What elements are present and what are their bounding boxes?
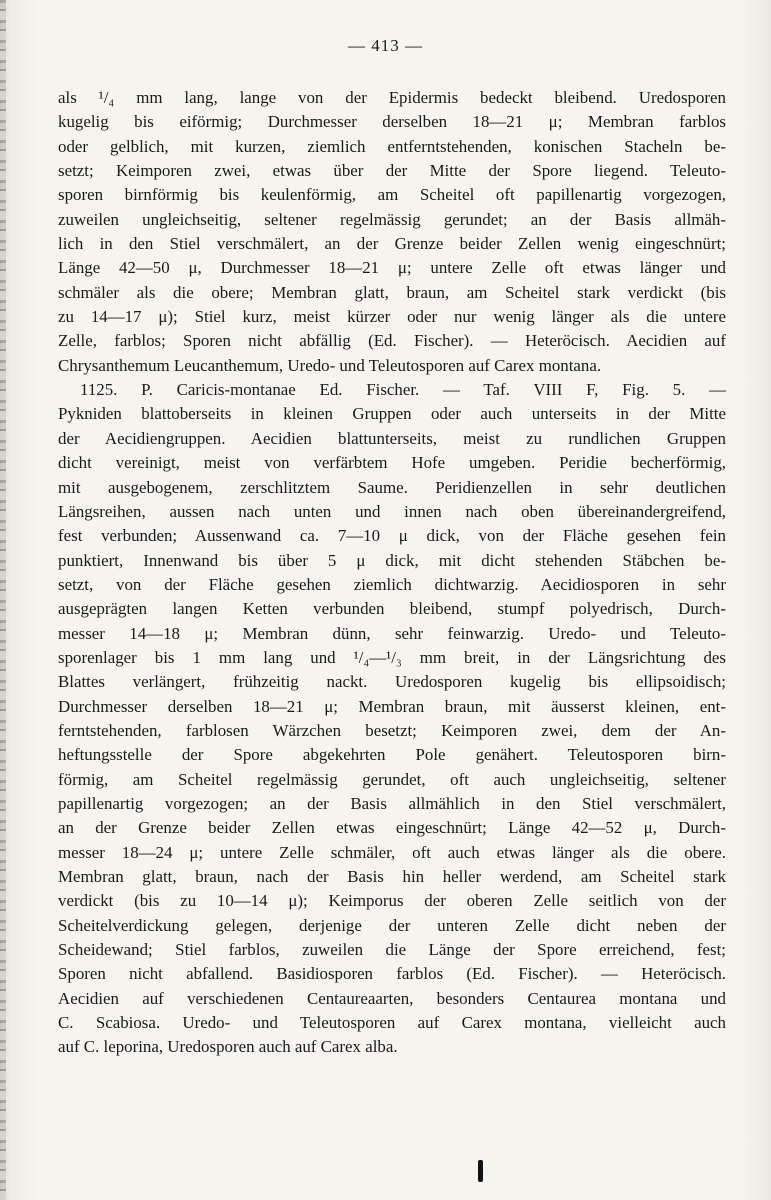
- text-line: an der Grenze beider Zellen etwas eingeschnürt; Länge 42—52 μ, Durch-: [58, 818, 726, 838]
- text-line: oder gelblich, mit kurzen, ziemlich entferntstehenden, konischen Stacheln be-: [58, 136, 726, 156]
- text-line: C. Scabiosa. Uredo- und Teleutosporen auf Carex montana, vielleicht auch: [58, 1013, 726, 1033]
- text-line: kugelig bis eiförmig; Durchmesser derselben 18—21 μ; Membran farblos: [58, 112, 726, 132]
- text-line: lich in den Stiel verschmälert, an der Grenze beider Zellen wenig eingeschnürt;: [58, 234, 726, 254]
- text-line: förmig, am Scheitel regelmässig gerundet, oft auch ungleichseitig, seltener: [58, 769, 726, 789]
- text-line: verdickt (bis zu 10—14 μ); Keimporus der oberen Zelle seitlich von der: [58, 891, 726, 911]
- text-line: setzt; Keimporen zwei, etwas über der Mitte der Spore liegend. Teleuto-: [58, 161, 726, 181]
- text-line: 1125. P. Caricis-montanae Ed. Fischer. — Taf. VIII F, Fig. 5. —: [80, 380, 726, 400]
- text-line: der Aecidiengruppen. Aecidien blattunterseits, meist zu rundlichen Gruppen: [58, 428, 726, 448]
- text-line: sporenlager bis 1 mm lang und ¹/₄—¹/₃ mm breit, in der Längsrichtung des: [58, 647, 726, 667]
- text-line: ferntstehenden, farblosen Wärzchen besetzt; Keimporen zwei, dem der An-: [58, 720, 726, 740]
- text-line: Pykniden blattoberseits in kleinen Gruppen oder auch unterseits in der Mitte: [58, 404, 726, 424]
- text-line: setzt, von der Fläche gesehen ziemlich dichtwarzig. Aecidiosporen in sehr: [58, 574, 726, 594]
- text-line: Scheidewand; Stiel farblos, zuweilen die Länge der Spore erreichend, fest;: [58, 940, 726, 960]
- text-line: Länge 42—50 μ, Durchmesser 18—21 μ; untere Zelle oft etwas länger und: [58, 258, 726, 278]
- text-line: schmäler als die obere; Membran glatt, braun, am Scheitel stark verdickt (bis: [58, 282, 726, 302]
- text-line: messer 18—24 μ; untere Zelle schmäler, oft auch etwas länger als die obere.: [58, 842, 726, 862]
- text-line: dicht vereinigt, meist von verfärbtem Hofe umgeben. Peridie becherförmig,: [58, 453, 726, 473]
- text-line: als ¹/₄ mm lang, lange von der Epidermis bedeckt bleibend. Uredosporen: [58, 88, 726, 107]
- text-line: Scheitelverdickung gelegen, derjenige der unteren Zelle dicht neben der: [58, 915, 726, 935]
- text-line: sporen birnförmig bis keulenförmig, am Scheitel oft papillenartig vorgezogen,: [58, 185, 726, 205]
- page-number: — 413 —: [348, 36, 423, 55]
- text-line: mit ausgebogenem, zerschlitztem Saume. Peridienzellen in sehr deutlichen: [58, 477, 726, 497]
- text-line: ausgeprägten langen Ketten verbunden bleibend, stumpf polyedrisch, Durch-: [58, 599, 726, 619]
- text-line: Sporen nicht abfallend. Basidiosporen farblos (Ed. Fischer). — Heteröcisch.: [58, 964, 726, 984]
- text-line: messer 14—18 μ; Membran dünn, sehr feinwarzig. Uredo- und Teleuto-: [58, 623, 726, 643]
- text-line: fest verbunden; Aussenwand ca. 7—10 μ dick, von der Fläche gesehen fein: [58, 526, 726, 546]
- text-line: papillenartig vorgezogen; an der Basis allmählich in den Stiel verschmälert,: [58, 793, 726, 813]
- text-line: punktiert, Innenwand bis über 5 μ dick, mit dicht stehenden Stäbchen be-: [58, 550, 726, 570]
- text-line: auf C. leporina, Uredosporen auch auf Carex alba.: [58, 1037, 398, 1057]
- text-line: zu 14—17 μ); Stiel kurz, meist kürzer oder nur wenig länger als die untere: [58, 307, 726, 327]
- text-line: zuweilen ungleichseitig, seltener regelmässig gerundet; an der Basis allmäh-: [58, 209, 726, 229]
- text-line: Blattes verlängert, frühzeitig nackt. Uredosporen kugelig bis ellipsoidisch;: [58, 672, 726, 692]
- body-text: [58, 86, 726, 1060]
- text-line: heftungsstelle der Spore abgekehrten Pole genähert. Teleutosporen birn-: [58, 745, 726, 765]
- text-line: Membran glatt, braun, nach der Basis hin heller werdend, am Scheitel stark: [58, 867, 726, 886]
- text-line: Zelle, farblos; Sporen nicht abfällig (Ed. Fischer). — Heteröcisch. Aecidien auf: [58, 331, 726, 351]
- ink-mark: [478, 1160, 483, 1182]
- text-line: Chrysanthemum Leucanthemum, Uredo- und Teleutosporen auf Carex montana.: [58, 355, 602, 375]
- page-binding-edge: [0, 0, 6, 1200]
- text-line: Aecidien auf verschiedenen Centaureaarten, besonders Centaurea montana und: [58, 988, 726, 1008]
- text-line: Durchmesser derselben 18—21 μ; Membran braun, mit äusserst kleinen, ent-: [58, 696, 726, 716]
- text-line: Längsreihen, aussen nach unten und innen nach oben übereinandergreifend,: [58, 501, 726, 521]
